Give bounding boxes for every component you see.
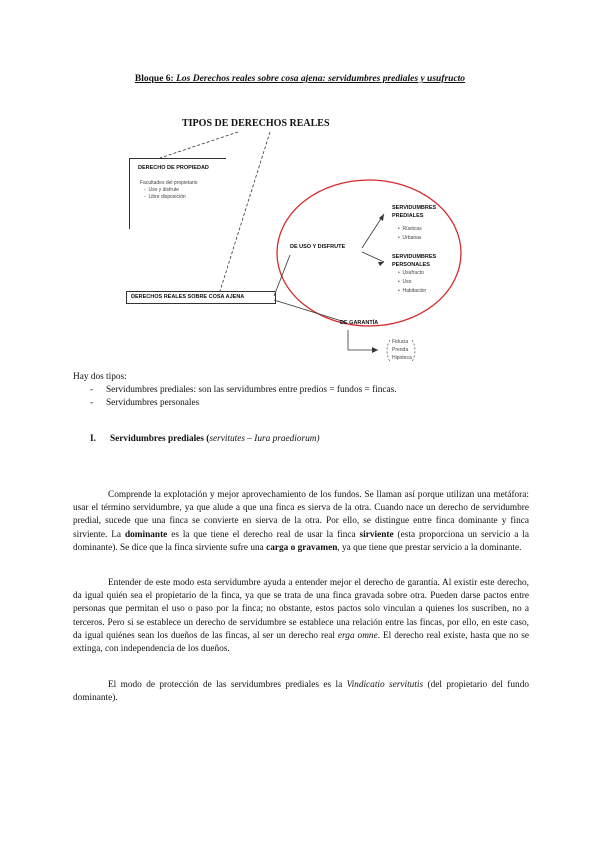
pers-item: • Habitación [398, 288, 427, 294]
title-prefix: Bloque 6: [134, 74, 177, 84]
facultades-label: Facultades del propietario [140, 180, 198, 186]
prediales-label: SERVIDUMBRES PREDIALES [392, 205, 437, 219]
gar-item: Prenda [392, 347, 409, 353]
fac-item: - Libre disposición [144, 194, 186, 200]
arrow-personales [362, 252, 384, 262]
types-list [90, 384, 530, 410]
dashed-connector-left [160, 132, 238, 158]
property-label: DERECHO DE PROPIEDAD [138, 165, 209, 171]
pers-item: • Usufructo [398, 270, 424, 276]
pred-item: • Urbanas [398, 235, 422, 241]
pred-item: • Rústicas [398, 226, 422, 232]
arrow-uso [274, 255, 290, 296]
list-item: - Servidumbres prediales: son las servidumbres entre predios = fundos = fincas. [90, 384, 530, 397]
personales-label: SERVIDUMBRES PERSONALES [392, 254, 437, 268]
intro-text: Hay dos tipos: [73, 372, 127, 382]
cosa-ajena-label: DERECHOS REALES SOBRE COSA AJENA [131, 294, 245, 300]
gar-item: Fiducia [392, 339, 409, 345]
pers-item: • Uso [398, 279, 412, 285]
garantia-label: DE GARANTÍA [340, 320, 379, 326]
arrow-garantia [274, 300, 345, 322]
uso-disfrute-label: DE USO Y DISFRUTE [290, 244, 346, 250]
section-heading: I. Servidumbres prediales (servitutes – Iura praediorum) [90, 434, 320, 444]
gar-item: Hipoteca [392, 355, 412, 361]
paragraph-1: Comprende la explotación y mejor aprovechamiento de los fundos. Se llaman así porque utilizan una metáfora: usar el término servidumbre, ya que alude a que una finca es sierva de la otra. Cuando nace un derecho de servidumbre predial, sucede que una finca se convierte en sierva de la otra. Por ello, se distingue entre finca dominante y finca sirviente. La dominante es la que tiene el derecho real de usar la finca sirviente (esta proporciona un servicio a la dominante). Se dice que la finca sirviente sufre una carga o gravamen, ya que tiene que prestar servicio a la dominante. [73, 490, 529, 553]
diagram-heading: TIPOS DE DERECHOS REALES [182, 118, 330, 129]
cosa-ajena-box [126, 291, 276, 304]
property-box [129, 158, 226, 229]
paragraph-2: Entender de este modo esta servidumbre ayuda a entender mejor el derecho de garantía. Al existir este derecho, da igual quién sea el propietario de la finca, ya que se trata de una finca gravada sobre otra. Pueden darse pactos entre personas que permitan el uso o paso por la finca; no obstante, estos pactos solo vinculan a quienes los suscriben, no a terceros. Pero si se establece un derecho de servidumbre se establece una relación entre las fincas, por ello, en este caso, da igual quiénes sean los dueños de las fincas, al ser un derecho real erga omne. El derecho real existe, hasta que no se extinga, con independencia de los dueños. [73, 578, 529, 655]
rights-diagram [0, 0, 600, 380]
fac-item: - Uso y disfrute [144, 187, 180, 193]
paragraph-3: El modo de protección de las servidumbres prediales es la Vindicatio servitutis (del propietario del fundo dominante). [73, 680, 529, 704]
dashed-connector-right [220, 132, 270, 291]
title-main: Los Derechos reales sobre cosa ajena: servidumbres prediales y usufructo [176, 74, 466, 84]
list-item: - Servidumbres personales [90, 397, 530, 410]
